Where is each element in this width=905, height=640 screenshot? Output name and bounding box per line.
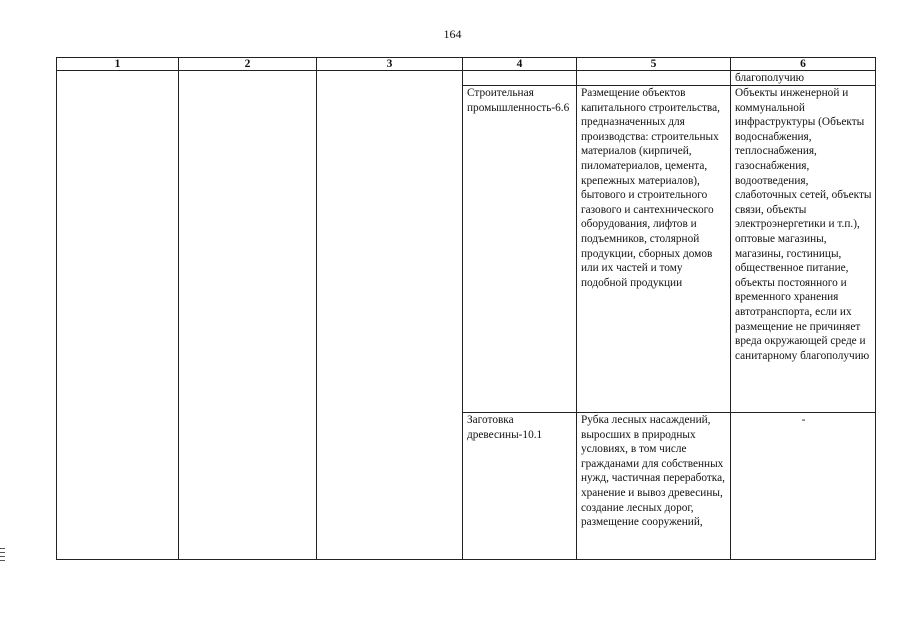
- header-col-1: 1: [57, 58, 179, 71]
- header-col-2: 2: [179, 58, 317, 71]
- cell-col-1-empty: [57, 71, 179, 560]
- cell-use-description: Рубка лесных насаждений, выросших в природных условиях, в том числе гражданами для собственных нужд, частичная переработка, хранение и вывоз древесины, создание лесных дорог, размещение сооружений,: [577, 413, 731, 560]
- cell-auxiliary-uses: Объекты инженерной и коммунальной инфраструктуры (Объекты водоснабжения, теплоснабжения, газоснабжения, водоотведения, слаботочных сетей, объекты связи, объекты электроэнергетики и т.п.), оптовые магазины, магазины, гостиницы, общественное питание, объекты постоянного и временного хранения автотранспорта, если их размещение не причиняет вреда окружающей среде и санитарному благополучию: [731, 86, 876, 413]
- header-col-4: 4: [463, 58, 577, 71]
- cell-use-name: Строительная промышленность-6.6: [463, 86, 577, 413]
- cell-auxiliary-uses: -: [731, 413, 876, 560]
- scan-edge-marks: [0, 548, 5, 578]
- header-row: [57, 58, 876, 71]
- cell-col-2-empty: [179, 71, 317, 560]
- zoning-table: [56, 57, 876, 560]
- header-col-6: 6: [731, 58, 876, 71]
- header-col-5: 5: [577, 58, 731, 71]
- cell-continued-col-6: благополучию: [731, 71, 876, 86]
- cell-col-3-empty: [317, 71, 463, 560]
- cell-use-description: Размещение объектов капитального строительства, предназначенных для производства: строительных материалов (кирпичей, пиломатериалов, цемента, крепежных материалов), бытового и строительного газового и сантехнического оборудования, лифтов и подъемников, столярной продукции, сборных домов или их частей и тому подобной продукции: [577, 86, 731, 413]
- cell-continued-col-4: [463, 71, 577, 86]
- table-row-continued: [57, 71, 876, 86]
- page-number: 164: [443, 27, 462, 41]
- cell-use-name: Заготовка древесины-10.1: [463, 413, 577, 560]
- header-col-3: 3: [317, 58, 463, 71]
- cell-continued-col-5: [577, 71, 731, 86]
